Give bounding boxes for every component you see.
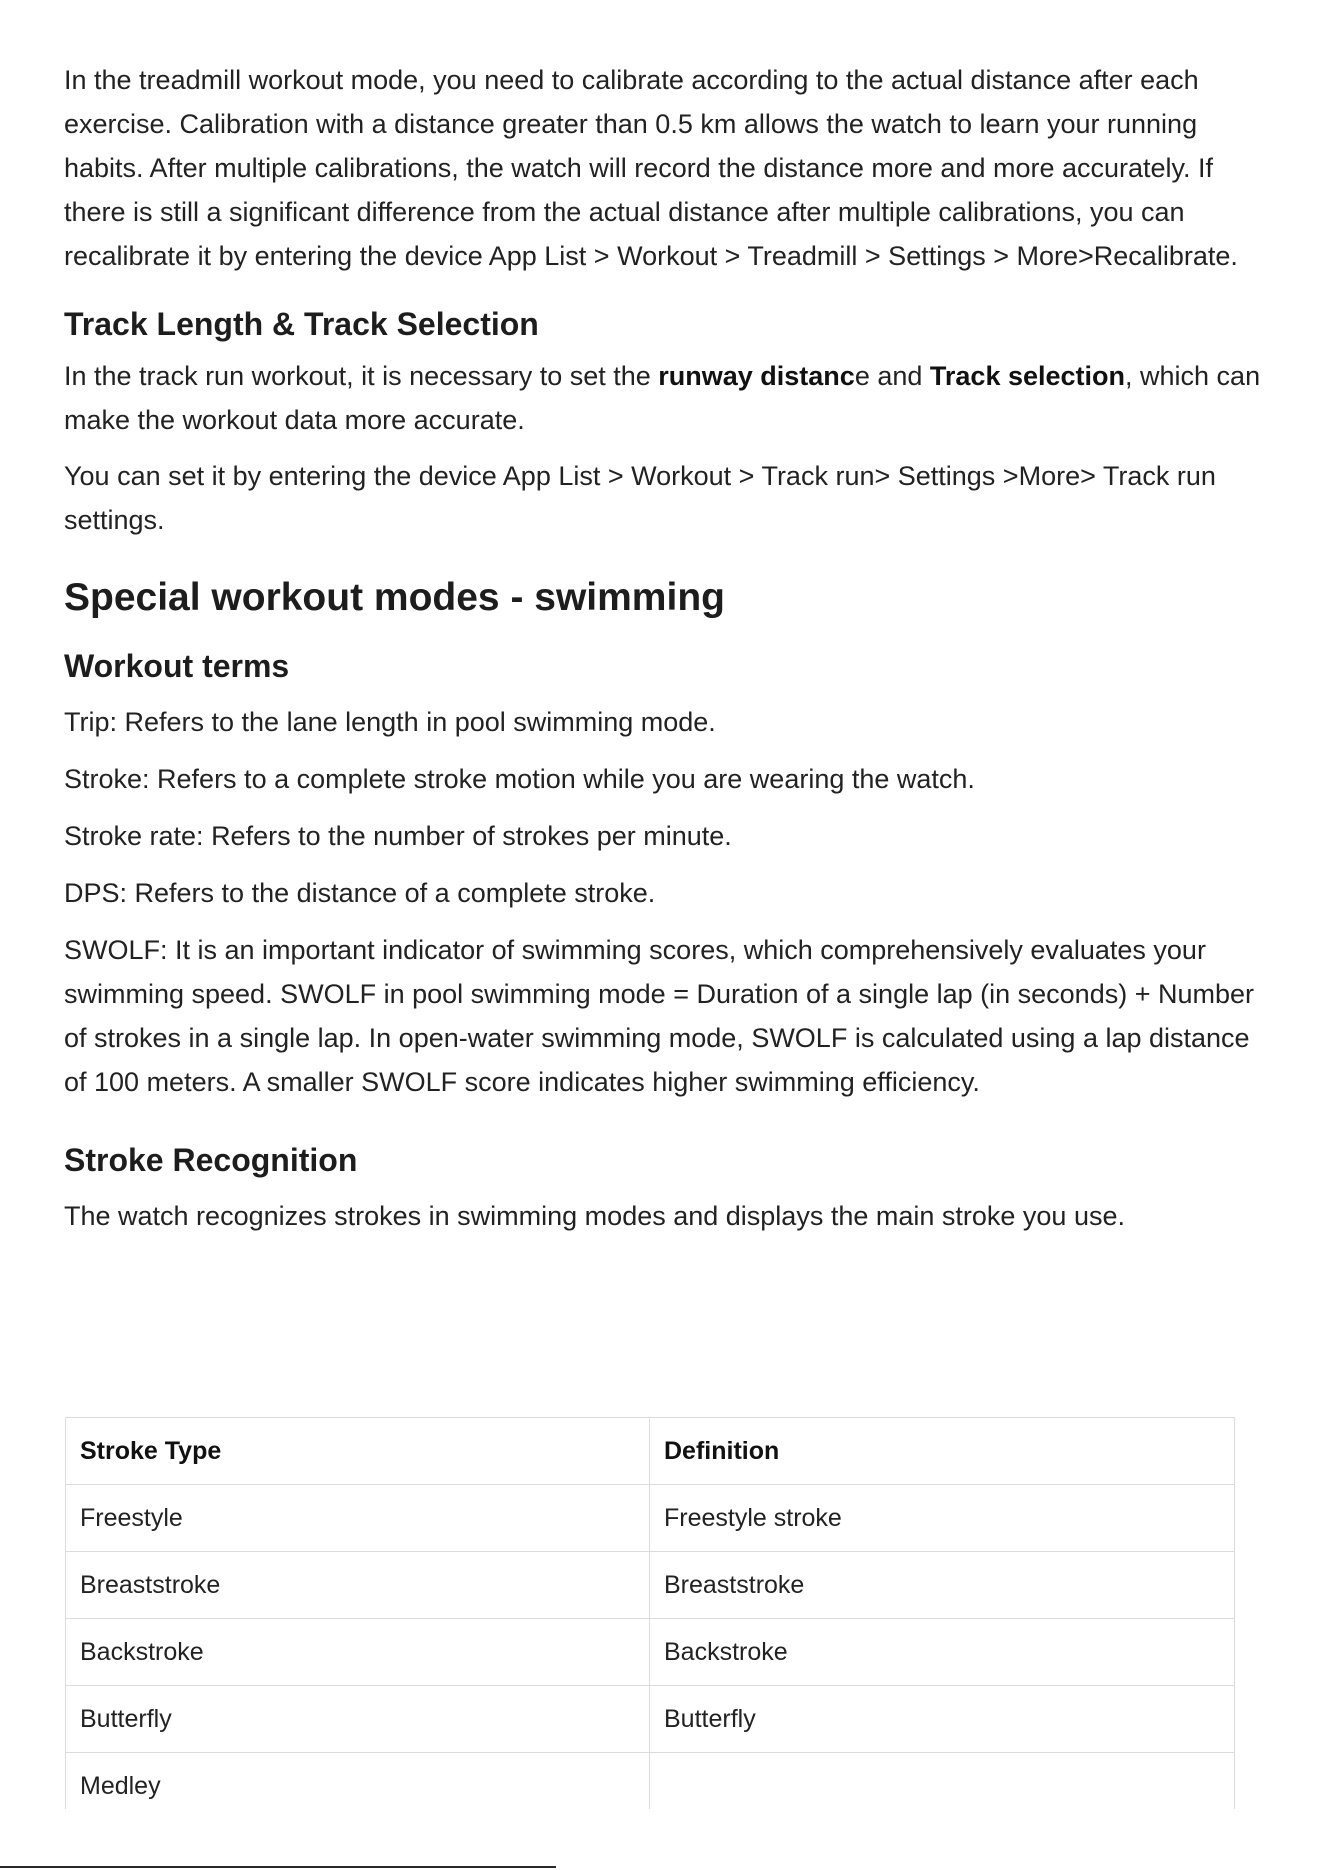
table-row	[66, 1686, 1235, 1753]
definition-cell: Breaststroke	[650, 1552, 1235, 1619]
stroke-type-table	[65, 1417, 1235, 1820]
header-stroke-type: Stroke Type	[66, 1418, 650, 1485]
runway-distance-bold: runway distanc	[658, 361, 855, 391]
stroke-type-cell: Butterfly	[66, 1686, 650, 1753]
table-row	[66, 1619, 1235, 1686]
stroke-type-cell: Backstroke	[66, 1619, 650, 1686]
term-stroke-rate: Stroke rate: Refers to the number of strokes per minute.	[64, 821, 732, 851]
document-page	[64, 58, 1264, 1238]
table-row	[66, 1552, 1235, 1619]
bottom-divider	[0, 1866, 556, 1868]
stroke-recognition-paragraph: The watch recognizes strokes in swimming modes and displays the main stroke you use.	[64, 1201, 1125, 1231]
term-dps: DPS: Refers to the distance of a complete stroke.	[64, 878, 656, 908]
table-header-row	[66, 1418, 1235, 1485]
track-selection-bold: Track selection	[929, 361, 1126, 391]
track-run-text-3: , which can make the workout data more accurate.	[64, 361, 1261, 435]
track-length-heading: Track Length & Track Selection	[64, 306, 539, 342]
stroke-type-cell: Medley	[66, 1753, 650, 1820]
workout-terms-heading: Workout terms	[64, 648, 290, 684]
stroke-type-cell: Freestyle	[66, 1485, 650, 1552]
definition-cell: Backstroke	[650, 1619, 1235, 1686]
header-definition: Definition	[650, 1418, 1235, 1485]
term-swolf: SWOLF: It is an important indicator of swimming scores, which comprehensively evaluates your swimming speed. SWOLF in pool swimming mode = Duration of a single lap (in seconds) + Number of strokes in a single lap. In open-water swimming mode, SWOLF is calculated using a lap distance of 100 meters. A smaller SWOLF score indicates higher swimming efficiency.	[64, 935, 1255, 1097]
term-trip: Trip: Refers to the lane length in pool swimming mode.	[64, 707, 716, 737]
track-run-paragraph	[64, 354, 1264, 442]
definition-cell: Freestyle stroke	[650, 1485, 1235, 1552]
stroke-type-cell: Breaststroke	[66, 1552, 650, 1619]
page-cutoff	[0, 1809, 1323, 1870]
swimming-section-heading: Special workout modes - swimming	[64, 576, 725, 619]
term-stroke: Stroke: Refers to a complete stroke motion while you are wearing the watch.	[64, 764, 975, 794]
treadmill-calibration-paragraph: In the treadmill workout mode, you need to calibrate according to the actual distance after each exercise. Calibration with a distance greater than 0.5 km allows the watch to learn your running habits. After multiple calibrations, the watch will record the distance more and more accurately. If there is still a significant difference from the actual distance after multiple calibrations, you can recalibrate it by entering the device App List > Workout > Treadmill > Settings > More>Recalibrate.	[64, 65, 1238, 271]
track-run-settings-paragraph: You can set it by entering the device App List > Workout > Track run> Settings >More> Track run settings.	[64, 461, 1216, 535]
table-row	[66, 1485, 1235, 1552]
track-run-text-2: e and	[854, 361, 930, 391]
stroke-recognition-heading: Stroke Recognition	[64, 1142, 358, 1178]
definition-cell: Butterfly	[650, 1686, 1235, 1753]
track-run-text-1: In the track run workout, it is necessary to set the	[64, 361, 659, 391]
